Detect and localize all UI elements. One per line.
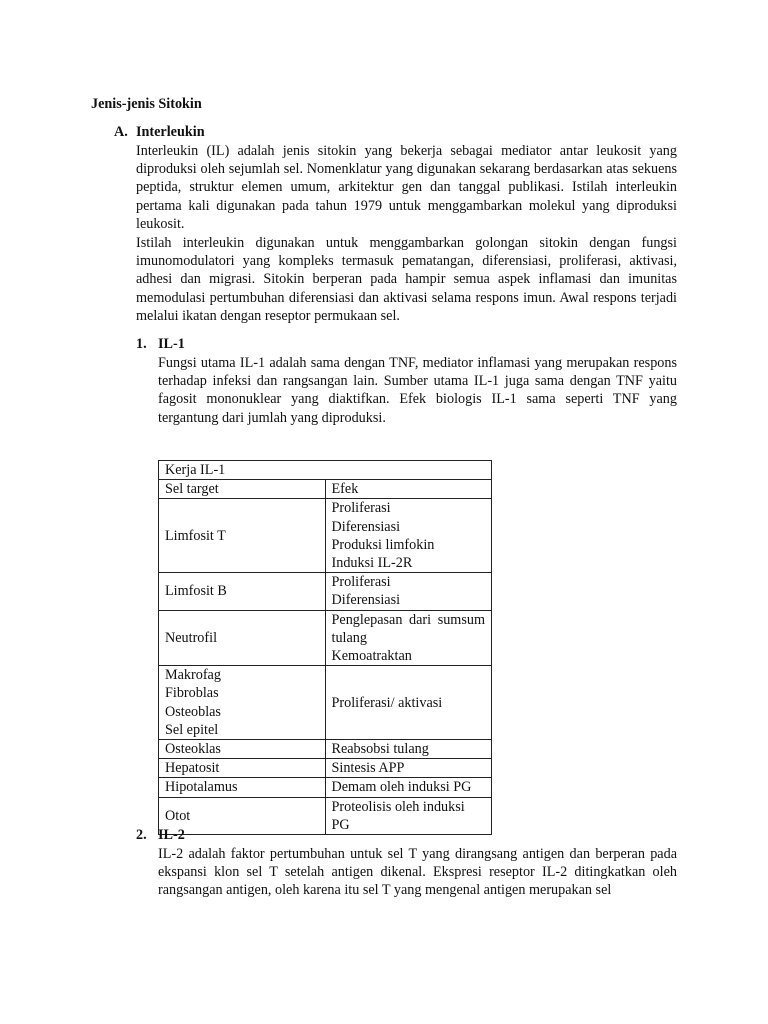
effect-cell [325,797,492,834]
effect-cell [325,573,492,610]
target-text: Fibroblas [165,685,219,702]
table-row [159,499,492,573]
table-row [159,759,492,778]
effect-text: Penglepasan dari sumsum tulang [331,611,485,646]
effect-text: Proteolisis oleh induksi PG [331,798,465,833]
table-header-row [159,480,492,499]
effect-text: Induksi IL-2R [331,555,413,572]
effect-text: Proliferasi/ aktivasi [331,694,443,711]
target-cell [159,778,326,797]
target-cell [159,573,326,610]
target-text: Osteoklas [165,741,221,758]
target-text: Makrofag [165,667,221,684]
effect-text: Sintesis APP [331,760,405,777]
target-cell [159,499,326,573]
subsection-title: Interleukin [136,124,205,140]
item-2-paragraph: IL-2 adalah faktor pertumbuhan untuk sel T yang dirangsang antigen dan berperan pada ekspansi klon sel T setelah antigen dikenal. Ekspresi reseptor IL-2 ditingkatkan oleh rangsangan antigen, oleh karena itu sel T yang mengenal antigen merupakan sel [158,846,677,899]
table-caption: Kerja IL-1 [159,461,492,480]
section-title: Jenis-jenis Sitokin [91,96,202,112]
target-text: Osteoblas [165,703,221,720]
target-text: Neutrofil [165,629,218,646]
effect-text: Proliferasi [331,500,391,517]
item-1-paragraph: Fungsi utama IL-1 adalah sama dengan TNF, mediator inflamasi yang merupakan respons terhadap infeksi dan rangsangan lain. Sumber utama IL-1 juga sama dengan TNF yaitu fagosit mononuklear yang diaktifkan. Efek biologis IL-1 sama seperti TNF yang tergantung dari jumlah yang diproduksi. [158,355,677,426]
item-1-marker: 1. [136,336,147,352]
subsection-marker: A. [114,124,128,140]
table-row [159,666,492,740]
effect-cell [325,499,492,573]
item-1-title: IL-1 [158,336,185,352]
effect-text: Proliferasi [331,574,391,591]
table-caption-row [159,461,492,480]
effect-text: Diferensiasi [331,592,401,609]
effect-cell [325,740,492,759]
target-cell [159,666,326,740]
table-row [159,797,492,834]
effect-cell [325,778,492,797]
header-efek: Efek [325,480,492,499]
item-2-title: IL-2 [158,827,185,843]
table-row [159,573,492,610]
target-text: Limfosit B [165,583,227,600]
target-text: Limfosit T [165,527,226,544]
table-row [159,740,492,759]
header-sel-target: Sel target [159,480,326,499]
target-text: Otot [165,807,191,824]
effect-cell [325,759,492,778]
target-text: Hipotalamus [165,779,238,796]
effect-text: Reabsobsi tulang [331,741,429,758]
effect-cell [325,666,492,740]
effect-text: Diferensiasi [331,518,401,535]
intro-paragraph-1: Interleukin (IL) adalah jenis sitokin yang bekerja sebagai mediator antar leukosit yang diproduksi oleh sejumlah sel. Nomenklatur yang digunakan sekarang berdasarkan atas sekuens peptida, struktur elemen umum, arkitektur gen dan tanggal publikasi. Istilah interleukin pertama kali digunakan pada tahun 1979 untuk menggambarkan molekul yang diproduksi leukosit. [136,143,677,232]
target-cell [159,759,326,778]
effect-cell [325,610,492,666]
target-cell [159,740,326,759]
item-2-marker: 2. [136,827,147,843]
effect-text: Produksi limfokin [331,536,435,553]
target-cell [159,610,326,666]
target-text: Hepatosit [165,760,220,777]
table-row [159,778,492,797]
intro-paragraph-2: Istilah interleukin digunakan untuk menggambarkan golongan sitokin dengan fungsi imunomodulatori yang kompleks termasuk pematangan, diferensiasi, proliferasi, aktivasi, adhesi dan migrasi. Sitokin berperan pada hampir semua aspek inflamasi dan imunitas memodulasi pertumbuhan diferensiasi dan aktivasi selama respons imun. Awal respons terjadi melalui ikatan dengan reseptor permukaan sel. [136,235,677,324]
effect-text: Kemoatraktan [331,648,412,665]
effect-text: Demam oleh induksi PG [331,779,472,796]
table-row [159,610,492,666]
target-text: Sel epitel [165,721,219,738]
il1-effects-table [158,460,492,835]
